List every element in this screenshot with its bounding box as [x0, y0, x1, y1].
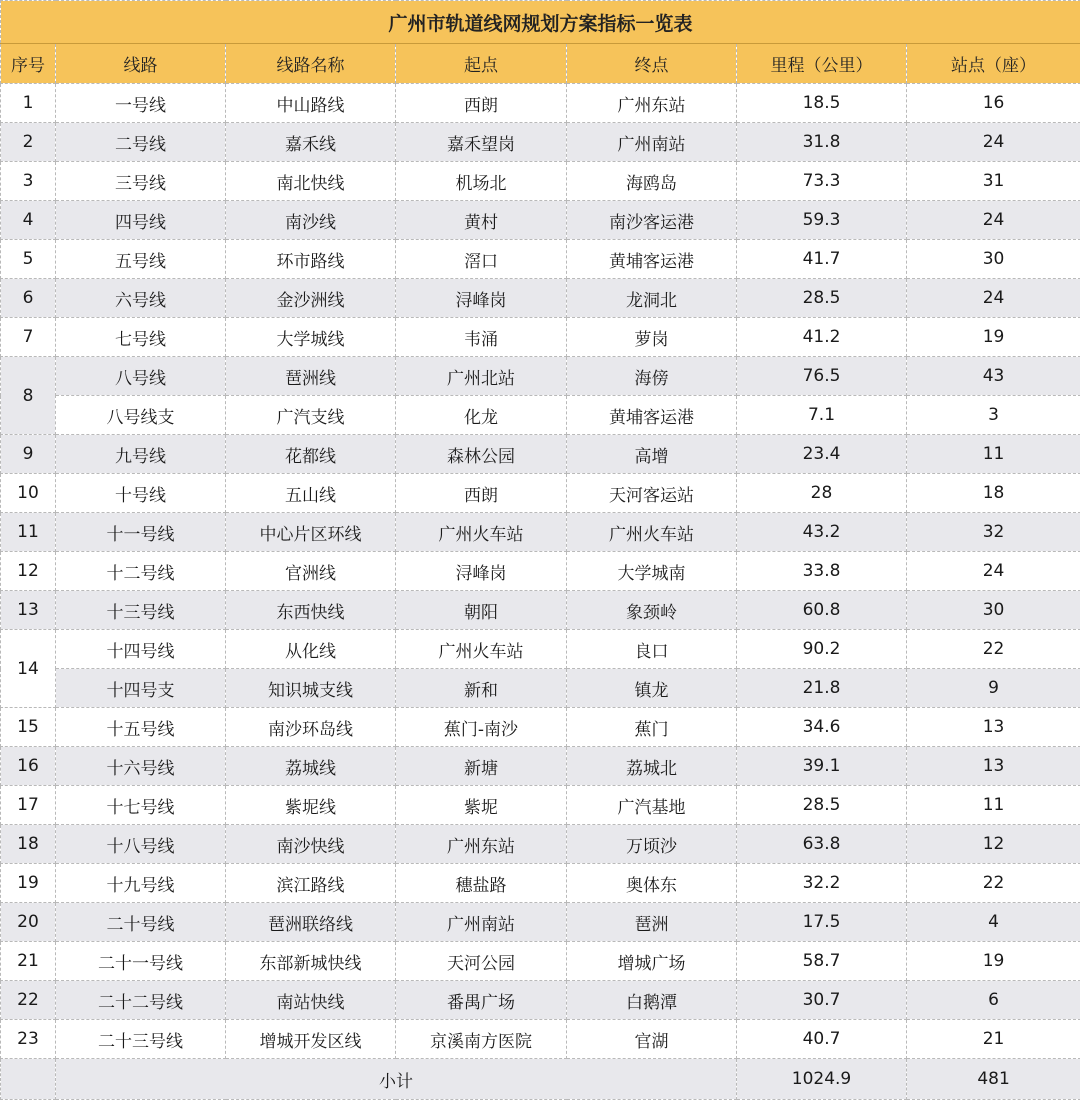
cell-km: 63.8 [737, 825, 907, 864]
table-row [1, 240, 1080, 279]
cell-start: 番禺广场 [396, 981, 567, 1020]
header-start: 起点 [396, 44, 567, 84]
cell-line: 十八号线 [56, 825, 226, 864]
cell-seq: 7 [1, 318, 56, 357]
cell-end: 琶洲 [567, 903, 737, 942]
cell-end: 龙洞北 [567, 279, 737, 318]
cell-end: 广州南站 [567, 123, 737, 162]
cell-start: 浔峰岗 [396, 279, 567, 318]
cell-line-name: 花都线 [226, 435, 396, 474]
cell-end: 万顷沙 [567, 825, 737, 864]
cell-end: 象颈岭 [567, 591, 737, 630]
cell-km: 33.8 [737, 552, 907, 591]
cell-km: 28.5 [737, 279, 907, 318]
cell-line-name: 东西快线 [226, 591, 396, 630]
cell-km: 32.2 [737, 864, 907, 903]
cell-start: 新塘 [396, 747, 567, 786]
cell-line: 二十号线 [56, 903, 226, 942]
cell-line: 十六号线 [56, 747, 226, 786]
cell-km: 41.7 [737, 240, 907, 279]
cell-km: 34.6 [737, 708, 907, 747]
cell-stations: 24 [907, 201, 1080, 240]
cell-line: 二号线 [56, 123, 226, 162]
cell-line: 六号线 [56, 279, 226, 318]
cell-stations: 24 [907, 552, 1080, 591]
cell-line: 七号线 [56, 318, 226, 357]
cell-start: 滘口 [396, 240, 567, 279]
cell-seq: 9 [1, 435, 56, 474]
cell-stations: 13 [907, 708, 1080, 747]
cell-end: 海鸥岛 [567, 162, 737, 201]
cell-km: 76.5 [737, 357, 907, 396]
cell-start: 广州北站 [396, 357, 567, 396]
table-row [1, 981, 1080, 1020]
table-row [1, 708, 1080, 747]
table-row [1, 513, 1080, 552]
cell-line-name: 增城开发区线 [226, 1020, 396, 1059]
header-stations: 站点（座） [907, 44, 1080, 84]
cell-start: 广州东站 [396, 825, 567, 864]
table-row [1, 1020, 1080, 1059]
cell-line-name: 紫坭线 [226, 786, 396, 825]
total-row [1, 1059, 1080, 1100]
table-row [1, 942, 1080, 981]
cell-km: 31.8 [737, 123, 907, 162]
table-row [1, 630, 1080, 669]
cell-end: 大学城南 [567, 552, 737, 591]
table-row [1, 357, 1080, 396]
cell-line: 四号线 [56, 201, 226, 240]
cell-seq: 16 [1, 747, 56, 786]
table-row [1, 825, 1080, 864]
cell-end: 奥体东 [567, 864, 737, 903]
cell-stations: 22 [907, 864, 1080, 903]
cell-line-name: 琶洲联络线 [226, 903, 396, 942]
cell-start: 机场北 [396, 162, 567, 201]
cell-start: 浔峰岗 [396, 552, 567, 591]
title-row [1, 1, 1080, 44]
cell-line-name: 官洲线 [226, 552, 396, 591]
cell-stations: 18 [907, 474, 1080, 513]
cell-end: 黄埔客运港 [567, 396, 737, 435]
cell-line-name: 荔城线 [226, 747, 396, 786]
cell-line: 十号线 [56, 474, 226, 513]
cell-km: 21.8 [737, 669, 907, 708]
cell-end: 良口 [567, 630, 737, 669]
cell-line-name: 大学城线 [226, 318, 396, 357]
cell-end: 萝岗 [567, 318, 737, 357]
table-row [1, 747, 1080, 786]
cell-seq: 22 [1, 981, 56, 1020]
cell-stations: 31 [907, 162, 1080, 201]
cell-line: 十九号线 [56, 864, 226, 903]
cell-start: 广州火车站 [396, 630, 567, 669]
cell-seq: 3 [1, 162, 56, 201]
cell-end: 南沙客运港 [567, 201, 737, 240]
total-km: 1024.9 [737, 1059, 907, 1100]
cell-line-name: 南沙快线 [226, 825, 396, 864]
cell-line: 十一号线 [56, 513, 226, 552]
cell-seq: 17 [1, 786, 56, 825]
cell-seq: 4 [1, 201, 56, 240]
cell-end: 增城广场 [567, 942, 737, 981]
total-stations: 481 [907, 1059, 1080, 1100]
cell-stations: 19 [907, 318, 1080, 357]
cell-line-name: 中心片区环线 [226, 513, 396, 552]
table-row [1, 435, 1080, 474]
cell-stations: 24 [907, 279, 1080, 318]
cell-seq: 5 [1, 240, 56, 279]
cell-km: 40.7 [737, 1020, 907, 1059]
cell-km: 39.1 [737, 747, 907, 786]
total-label: 小计 [56, 1059, 737, 1100]
cell-seq: 6 [1, 279, 56, 318]
cell-start: 嘉禾望岗 [396, 123, 567, 162]
cell-end: 天河客运站 [567, 474, 737, 513]
cell-line: 一号线 [56, 84, 226, 123]
cell-line-name: 南北快线 [226, 162, 396, 201]
cell-seq: 23 [1, 1020, 56, 1059]
cell-start: 广州火车站 [396, 513, 567, 552]
cell-end: 荔城北 [567, 747, 737, 786]
cell-seq: 11 [1, 513, 56, 552]
cell-km: 59.3 [737, 201, 907, 240]
cell-end: 白鹅潭 [567, 981, 737, 1020]
cell-line-name: 环市路线 [226, 240, 396, 279]
cell-line-name: 五山线 [226, 474, 396, 513]
cell-line: 十三号线 [56, 591, 226, 630]
cell-seq: 20 [1, 903, 56, 942]
cell-km: 73.3 [737, 162, 907, 201]
cell-stations: 32 [907, 513, 1080, 552]
cell-seq: 18 [1, 825, 56, 864]
table-row [1, 474, 1080, 513]
cell-line-name: 滨江路线 [226, 864, 396, 903]
cell-km: 28.5 [737, 786, 907, 825]
cell-km: 17.5 [737, 903, 907, 942]
cell-line: 九号线 [56, 435, 226, 474]
cell-stations: 3 [907, 396, 1080, 435]
cell-line-name: 广汽支线 [226, 396, 396, 435]
cell-line: 十七号线 [56, 786, 226, 825]
cell-end: 官湖 [567, 1020, 737, 1059]
cell-line-name: 金沙洲线 [226, 279, 396, 318]
cell-line: 十四号线 [56, 630, 226, 669]
cell-line: 八号线 [56, 357, 226, 396]
cell-stations: 13 [907, 747, 1080, 786]
cell-line: 八号线支 [56, 396, 226, 435]
table-row [1, 786, 1080, 825]
header-km: 里程（公里） [737, 44, 907, 84]
cell-stations: 30 [907, 240, 1080, 279]
table-row [1, 279, 1080, 318]
table-row [1, 591, 1080, 630]
table-row [1, 396, 1080, 435]
cell-km: 60.8 [737, 591, 907, 630]
cell-km: 41.2 [737, 318, 907, 357]
table-row [1, 201, 1080, 240]
cell-seq: 13 [1, 591, 56, 630]
cell-km: 18.5 [737, 84, 907, 123]
cell-stations: 19 [907, 942, 1080, 981]
cell-start: 广州南站 [396, 903, 567, 942]
table-title: 广州市轨道线网规划方案指标一览表 [1, 1, 1080, 44]
cell-end: 广州东站 [567, 84, 737, 123]
cell-start: 化龙 [396, 396, 567, 435]
cell-end: 黄埔客运港 [567, 240, 737, 279]
cell-km: 58.7 [737, 942, 907, 981]
cell-end: 广州火车站 [567, 513, 737, 552]
cell-seq: 15 [1, 708, 56, 747]
cell-stations: 24 [907, 123, 1080, 162]
table-row [1, 903, 1080, 942]
table-row [1, 162, 1080, 201]
cell-line: 十二号线 [56, 552, 226, 591]
cell-line-name: 东部新城快线 [226, 942, 396, 981]
cell-end: 广汽基地 [567, 786, 737, 825]
header-row [1, 44, 1080, 84]
cell-line: 二十一号线 [56, 942, 226, 981]
cell-seq: 21 [1, 942, 56, 981]
cell-start: 天河公园 [396, 942, 567, 981]
cell-start: 森林公园 [396, 435, 567, 474]
cell-end: 蕉门 [567, 708, 737, 747]
table-row [1, 123, 1080, 162]
header-line-name: 线路名称 [226, 44, 396, 84]
header-end: 终点 [567, 44, 737, 84]
cell-end: 海傍 [567, 357, 737, 396]
cell-seq: 12 [1, 552, 56, 591]
cell-km: 30.7 [737, 981, 907, 1020]
cell-seq: 14 [1, 630, 56, 708]
cell-line: 十五号线 [56, 708, 226, 747]
cell-line: 五号线 [56, 240, 226, 279]
table-row [1, 552, 1080, 591]
table-row [1, 318, 1080, 357]
cell-line: 十四号支 [56, 669, 226, 708]
cell-stations: 9 [907, 669, 1080, 708]
cell-start: 黄村 [396, 201, 567, 240]
total-blank-cell [1, 1059, 56, 1100]
table-row [1, 669, 1080, 708]
cell-start: 西朗 [396, 474, 567, 513]
cell-line: 二十二号线 [56, 981, 226, 1020]
cell-line-name: 南沙环岛线 [226, 708, 396, 747]
cell-line-name: 南沙线 [226, 201, 396, 240]
cell-stations: 16 [907, 84, 1080, 123]
cell-start: 京溪南方医院 [396, 1020, 567, 1059]
header-seq: 序号 [1, 44, 56, 84]
cell-stations: 21 [907, 1020, 1080, 1059]
table-row [1, 864, 1080, 903]
cell-line-name: 嘉禾线 [226, 123, 396, 162]
cell-start: 紫坭 [396, 786, 567, 825]
cell-km: 7.1 [737, 396, 907, 435]
cell-seq: 19 [1, 864, 56, 903]
cell-stations: 11 [907, 435, 1080, 474]
cell-line-name: 知识城支线 [226, 669, 396, 708]
cell-stations: 6 [907, 981, 1080, 1020]
cell-km: 23.4 [737, 435, 907, 474]
cell-seq: 8 [1, 357, 56, 435]
cell-km: 28 [737, 474, 907, 513]
cell-start: 穗盐路 [396, 864, 567, 903]
cell-line: 二十三号线 [56, 1020, 226, 1059]
cell-seq: 2 [1, 123, 56, 162]
cell-stations: 12 [907, 825, 1080, 864]
cell-end: 镇龙 [567, 669, 737, 708]
cell-seq: 1 [1, 84, 56, 123]
cell-line-name: 从化线 [226, 630, 396, 669]
cell-line-name: 中山路线 [226, 84, 396, 123]
header-line: 线路 [56, 44, 226, 84]
cell-start: 朝阳 [396, 591, 567, 630]
cell-stations: 22 [907, 630, 1080, 669]
table-row [1, 84, 1080, 123]
cell-seq: 10 [1, 474, 56, 513]
cell-line-name: 南站快线 [226, 981, 396, 1020]
cell-end: 高增 [567, 435, 737, 474]
cell-line-name: 琶洲线 [226, 357, 396, 396]
cell-stations: 43 [907, 357, 1080, 396]
cell-start: 蕉门-南沙 [396, 708, 567, 747]
cell-stations: 30 [907, 591, 1080, 630]
cell-stations: 11 [907, 786, 1080, 825]
cell-start: 韦涌 [396, 318, 567, 357]
cell-stations: 4 [907, 903, 1080, 942]
cell-km: 43.2 [737, 513, 907, 552]
cell-km: 90.2 [737, 630, 907, 669]
cell-start: 新和 [396, 669, 567, 708]
cell-line: 三号线 [56, 162, 226, 201]
cell-start: 西朗 [396, 84, 567, 123]
